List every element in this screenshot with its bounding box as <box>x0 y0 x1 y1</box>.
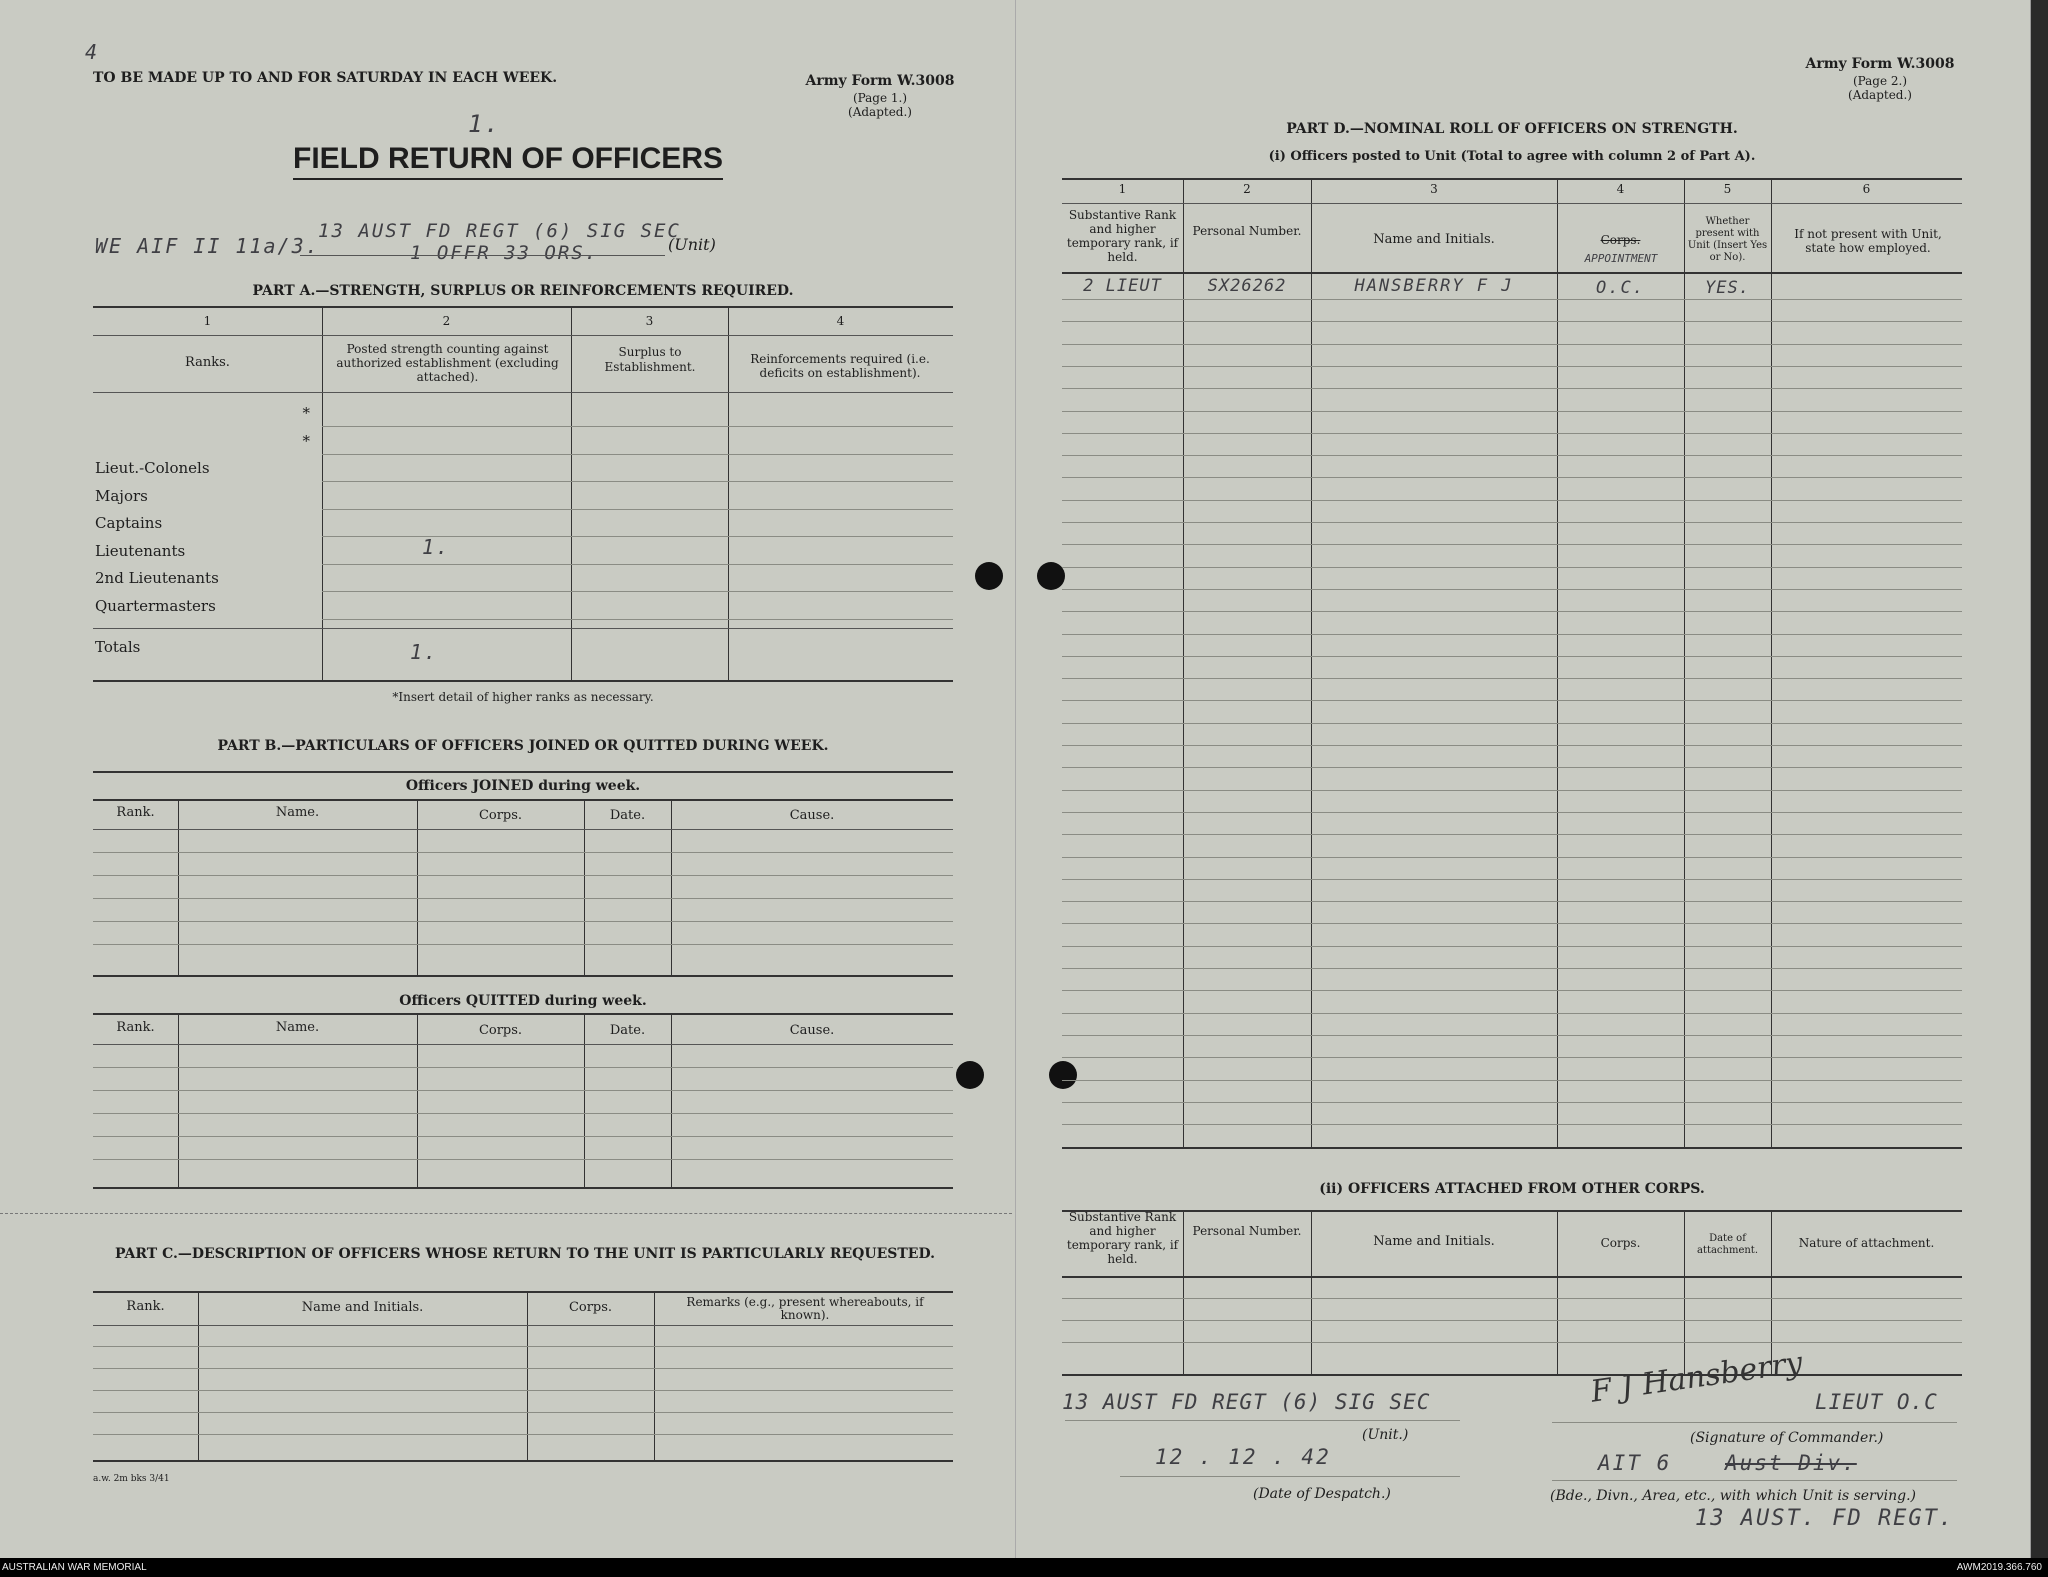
part-d2-header-corps: Corps. <box>1600 1236 1641 1250</box>
row-rule <box>93 921 953 922</box>
strength-handwritten: 1 OFFR 33 ORS. <box>410 242 599 264</box>
part-d2-header-number: Personal Number. <box>1192 1224 1302 1238</box>
joined-header-rank: Rank. <box>116 805 155 820</box>
row-rule <box>93 1390 953 1391</box>
entry-number: SX26262 <box>1207 276 1287 296</box>
page-marker: 4 <box>85 40 100 64</box>
part-d-col-number: 4 <box>1616 182 1625 196</box>
row-rule <box>322 564 953 565</box>
row-rule <box>93 852 953 853</box>
punch-hole <box>975 562 1003 590</box>
col-rule <box>671 1013 672 1188</box>
part-d2-header-rule <box>1062 1276 1962 1278</box>
totals-value: 1. <box>410 640 439 664</box>
part-d-header-employed: If not present with Unit, state how employed. <box>1794 227 1942 255</box>
part-d-header-name: Name and Initials. <box>1373 232 1495 247</box>
punch-hole <box>956 1061 984 1089</box>
row-rule <box>1062 203 1962 204</box>
row-rule <box>322 481 953 482</box>
col-rule <box>1684 1210 1685 1375</box>
part-a-col-rule <box>571 306 572 681</box>
part-d2-header-nature: Nature of attachment. <box>1798 1236 1935 1250</box>
entry-name: HANSBERRY F J <box>1354 276 1514 296</box>
part-c-title: PART C.—DESCRIPTION OF OFFICERS WHOSE RETURN TO THE UNIT IS PARTICULARLY REQUESTED. <box>115 1246 935 1262</box>
row-rule <box>1062 790 1962 791</box>
rank-lieut-colonels: Lieut.-Colonels <box>95 459 210 477</box>
row-rule <box>1062 366 1962 367</box>
row-rule <box>1062 678 1962 679</box>
rank-quartermasters: Quartermasters <box>95 596 216 615</box>
part-a-top-rule <box>93 306 953 308</box>
row-rule <box>93 1067 953 1068</box>
footer-strip <box>0 1558 2048 1577</box>
form-id: Army Form W.3008 <box>805 73 955 89</box>
quitted-header-cause: Cause. <box>789 1023 835 1038</box>
form-page-right: (Page 2.) <box>1852 74 1908 88</box>
joined-header-name: Name. <box>275 805 320 820</box>
page-title: FIELD RETURN OF OFFICERS <box>293 142 723 180</box>
row-rule <box>1062 946 1962 947</box>
row-rule <box>1062 1080 1962 1081</box>
quitted-header-name: Name. <box>275 1020 320 1035</box>
bde-line <box>1552 1480 1957 1481</box>
col-rule <box>1183 178 1184 1148</box>
row-rule <box>1062 388 1962 389</box>
row-rule <box>322 509 953 510</box>
row-rule <box>93 1325 953 1326</box>
row-rule <box>1062 1102 1962 1103</box>
part-a-footnote: *Insert detail of higher ranks as necessary. <box>392 690 654 704</box>
commander-label: (Signature of Commander.) <box>1690 1430 1884 1446</box>
part-d-col-number: 5 <box>1723 182 1732 196</box>
row-rule <box>1062 1342 1962 1343</box>
bde-label: (Bde., Divn., Area, etc., with which Unit is serving.) <box>1550 1488 1917 1504</box>
print-code: a.w. 2m bks 3/41 <box>93 1474 170 1484</box>
form-page: (Page 1.) <box>852 91 908 105</box>
part-d-bottom-rule <box>1062 1147 1962 1149</box>
unit-line <box>1065 1420 1460 1421</box>
row-rule <box>93 1346 953 1347</box>
row-rule <box>93 829 953 830</box>
row-rule <box>93 1412 953 1413</box>
part-a-col-rule <box>728 306 729 681</box>
part-c-header-rank: Rank. <box>126 1299 165 1314</box>
quitted-bottom-rule <box>93 1187 953 1189</box>
part-b-title: PART B.—PARTICULARS OF OFFICERS JOINED OR QUITTED DURING WEEK. <box>217 738 829 754</box>
rank-2nd-lieutenants: 2nd Lieutenants <box>95 569 219 587</box>
part-d2-title: (ii) OFFICERS ATTACHED FROM OTHER CORPS. <box>1319 1181 1705 1197</box>
row-rule <box>1062 700 1962 701</box>
part-c-header-remarks: Remarks (e.g., present whereabouts, if known). <box>686 1295 924 1322</box>
col-rule <box>1684 178 1685 1148</box>
row-rule <box>1062 455 1962 456</box>
joined-title: Officers JOINED during week. <box>405 778 641 794</box>
part-a-totals-rule <box>93 628 953 629</box>
row-rule <box>322 591 953 592</box>
part-d-top-rule <box>1062 178 1962 180</box>
row-rule <box>1062 723 1962 724</box>
col-rule <box>584 799 585 976</box>
row-rule <box>1062 411 1962 412</box>
part-c-bottom-rule <box>93 1460 953 1462</box>
fold-dash <box>0 1213 1012 1214</box>
row-rule <box>1062 923 1962 924</box>
part-d-col-number: 6 <box>1862 182 1871 196</box>
part-d-subtitle: (i) Officers posted to Unit (Total to agree with column 2 of Part A). <box>1268 149 1756 164</box>
entry-rank: 2 LIEUT <box>1083 276 1162 296</box>
part-d-header-rule <box>1062 272 1962 274</box>
date-label: (Date of Despatch.) <box>1253 1486 1391 1502</box>
row-rule <box>1062 344 1962 345</box>
part-d2-header-date: Date of attachment. <box>1696 1233 1759 1256</box>
col-rule <box>584 1013 585 1188</box>
bde-struck-text: Aust Div. <box>1725 1451 1857 1475</box>
joined-header-date: Date. <box>609 808 646 823</box>
quitted-top-rule <box>93 1013 953 1015</box>
entry-present: YES. <box>1705 278 1750 298</box>
col-rule <box>417 799 418 976</box>
col-rule <box>527 1291 528 1461</box>
part-d-header-number: Personal Number. <box>1192 224 1302 238</box>
part-a-col-number: 1 <box>203 314 212 328</box>
unit-handwritten: 13 AUST FD REGT (6) SIG SEC <box>318 220 681 242</box>
row-rule <box>1062 857 1962 858</box>
joined-bottom-rule <box>93 975 953 977</box>
part-a-bottom-rule <box>93 680 953 682</box>
row-rule <box>1062 634 1962 635</box>
row-rule <box>1062 812 1962 813</box>
part-d2-header-rank: Substantive Rank and higher temporary rank, if held. <box>1066 1210 1179 1266</box>
row-rule <box>1062 544 1962 545</box>
part-c-top-rule <box>93 1291 953 1293</box>
quitted-header-rank: Rank. <box>116 1020 155 1035</box>
part-d2-bottom-rule <box>1062 1374 1962 1376</box>
col-rule <box>417 1013 418 1188</box>
row-rule <box>93 898 953 899</box>
top-note: TO BE MADE UP TO AND FOR SATURDAY IN EACH WEEK. <box>93 70 558 86</box>
unit-handwritten-right: 13 AUST FD REGT (6) SIG SEC <box>1062 1390 1431 1414</box>
part-d2-top-rule <box>1062 1210 1962 1212</box>
part-a-col-number: 2 <box>442 314 451 328</box>
lieutenants-value: 1. <box>422 535 451 559</box>
unit-underline <box>300 255 665 256</box>
part-a-rule <box>93 392 953 393</box>
punch-hole <box>1037 562 1065 590</box>
date-handwritten: 12 . 12 . 42 <box>1155 1445 1331 1469</box>
row-rule <box>93 1368 953 1369</box>
col-rule <box>1771 178 1772 1148</box>
part-c-header-name: Name and Initials. <box>301 1300 424 1315</box>
row-rule <box>322 426 953 427</box>
row-rule <box>93 1090 953 1091</box>
part-a-ranks-list <box>95 400 320 662</box>
rank-captains: Captains <box>95 514 163 532</box>
joined-top-rule <box>93 799 953 801</box>
row-rule <box>93 1159 953 1160</box>
commander-signature: F J Hansberry <box>1588 1345 1805 1410</box>
rank-totals: Totals <box>95 638 141 656</box>
part-d-header-corps: Corps. <box>1600 233 1641 247</box>
entry-corps: O.C. <box>1596 278 1645 298</box>
row-rule <box>93 1044 953 1045</box>
part-b-rule <box>93 771 953 773</box>
form-id-right: Army Form W.3008 <box>1805 56 1955 72</box>
row-rule <box>322 454 953 455</box>
part-d-col-number: 2 <box>1243 182 1251 196</box>
punch-hole <box>1049 1061 1077 1089</box>
part-a-title: PART A.—STRENGTH, SURPLUS OR REINFORCEMENTS REQUIRED. <box>252 283 794 299</box>
signature-line <box>1552 1422 1957 1423</box>
row-rule <box>1062 1035 1962 1036</box>
row-rule <box>93 944 953 945</box>
row-rule <box>1062 477 1962 478</box>
part-a-header-reinforcements: Reinforcements required (i.e. deficits on establishment). <box>750 352 930 380</box>
part-a-col-number: 4 <box>836 314 845 328</box>
row-rule <box>1062 500 1962 501</box>
unit-label: (Unit) <box>668 235 716 254</box>
part-d-header-rank: Substantive Rank and higher temporary rank, if held. <box>1066 208 1179 264</box>
row-rule <box>1062 901 1962 902</box>
rank-asterisk: * <box>302 404 310 422</box>
row-rule <box>1062 589 1962 590</box>
joined-header-cause: Cause. <box>789 808 835 823</box>
bde-handwritten-2: 13 AUST. FD REGT. <box>1695 1506 1955 1531</box>
joined-header-corps: Corps. <box>478 808 523 823</box>
part-a-header-posted: Posted strength counting against authorized establishment (excluding attached). <box>336 342 559 384</box>
part-a-col-rule <box>322 306 323 681</box>
footer-right: AWM2019.366.760 <box>1956 1562 2042 1573</box>
row-rule <box>1062 433 1962 434</box>
row-rule <box>1062 1057 1962 1058</box>
row-rule <box>1062 567 1962 568</box>
row-rule <box>1062 834 1962 835</box>
form-adapted: (Adapted.) <box>848 105 912 119</box>
unit-label-right: (Unit.) <box>1362 1427 1409 1443</box>
part-d-corps-handwritten: APPOINTMENT <box>1584 252 1658 265</box>
col-rule <box>654 1291 655 1461</box>
row-rule <box>1062 522 1962 523</box>
row-rule <box>93 875 953 876</box>
part-d-header-present: Whether present with Unit (Insert Yes or No). <box>1687 216 1768 263</box>
col-rule <box>1557 178 1558 1148</box>
col-rule <box>671 799 672 976</box>
quitted-header-date: Date. <box>609 1023 646 1038</box>
row-rule <box>93 1136 953 1137</box>
row-rule <box>1062 767 1962 768</box>
row-rule <box>1062 656 1962 657</box>
date-line <box>1120 1476 1460 1477</box>
row-rule <box>1062 321 1962 322</box>
col-rule <box>198 1291 199 1461</box>
row-rule <box>1062 968 1962 969</box>
row-rule <box>93 1434 953 1435</box>
we-handwritten: WE AIF II 11a/3. <box>95 234 320 258</box>
rank-lieutenants: Lieutenants <box>95 541 186 560</box>
row-rule <box>322 536 953 537</box>
row-rule <box>1062 611 1962 612</box>
part-c-header-corps: Corps. <box>568 1300 613 1315</box>
part-d-col-number: 1 <box>1118 182 1127 196</box>
row-rule <box>1062 1013 1962 1014</box>
row-rule <box>1062 745 1962 746</box>
part-a-header-ranks: Ranks. <box>185 355 230 370</box>
row-rule <box>1062 990 1962 991</box>
part-d-col-number: 3 <box>1430 182 1438 196</box>
part-a-col-number: 3 <box>645 314 654 328</box>
row-rule <box>1062 1124 1962 1125</box>
part-d2-header-name: Name and Initials. <box>1373 1234 1495 1249</box>
col-rule <box>1311 178 1312 1148</box>
footer-left: AUSTRALIAN WAR MEMORIAL <box>2 1562 147 1573</box>
page-fold <box>1015 0 1016 1560</box>
row-rule <box>93 1113 953 1114</box>
rank-majors: Majors <box>95 486 148 505</box>
row-rule <box>1062 1298 1962 1299</box>
row-rule <box>1062 879 1962 880</box>
bde-handwritten: AIT 6 <box>1598 1451 1672 1475</box>
part-a-rule <box>93 335 953 336</box>
part-a-header-surplus: Surplus to Establishment. <box>604 345 696 374</box>
part-d-title: PART D.—NOMINAL ROLL OF OFFICERS ON STRENGTH. <box>1286 121 1738 137</box>
col-rule <box>178 799 179 976</box>
col-rule <box>178 1013 179 1188</box>
form-adapted-right: (Adapted.) <box>1848 88 1912 102</box>
rank-asterisk: * <box>302 431 310 450</box>
row-rule <box>1062 299 1962 300</box>
quitted-header-corps: Corps. <box>478 1023 523 1038</box>
commander-handwritten: LIEUT O.C <box>1815 1390 1938 1414</box>
row-rule <box>1062 1320 1962 1321</box>
row-rule <box>322 619 953 620</box>
col-rule <box>1557 1210 1558 1375</box>
quitted-title: Officers QUITTED during week. <box>399 993 647 1009</box>
handwritten-number: 1. <box>468 110 501 138</box>
